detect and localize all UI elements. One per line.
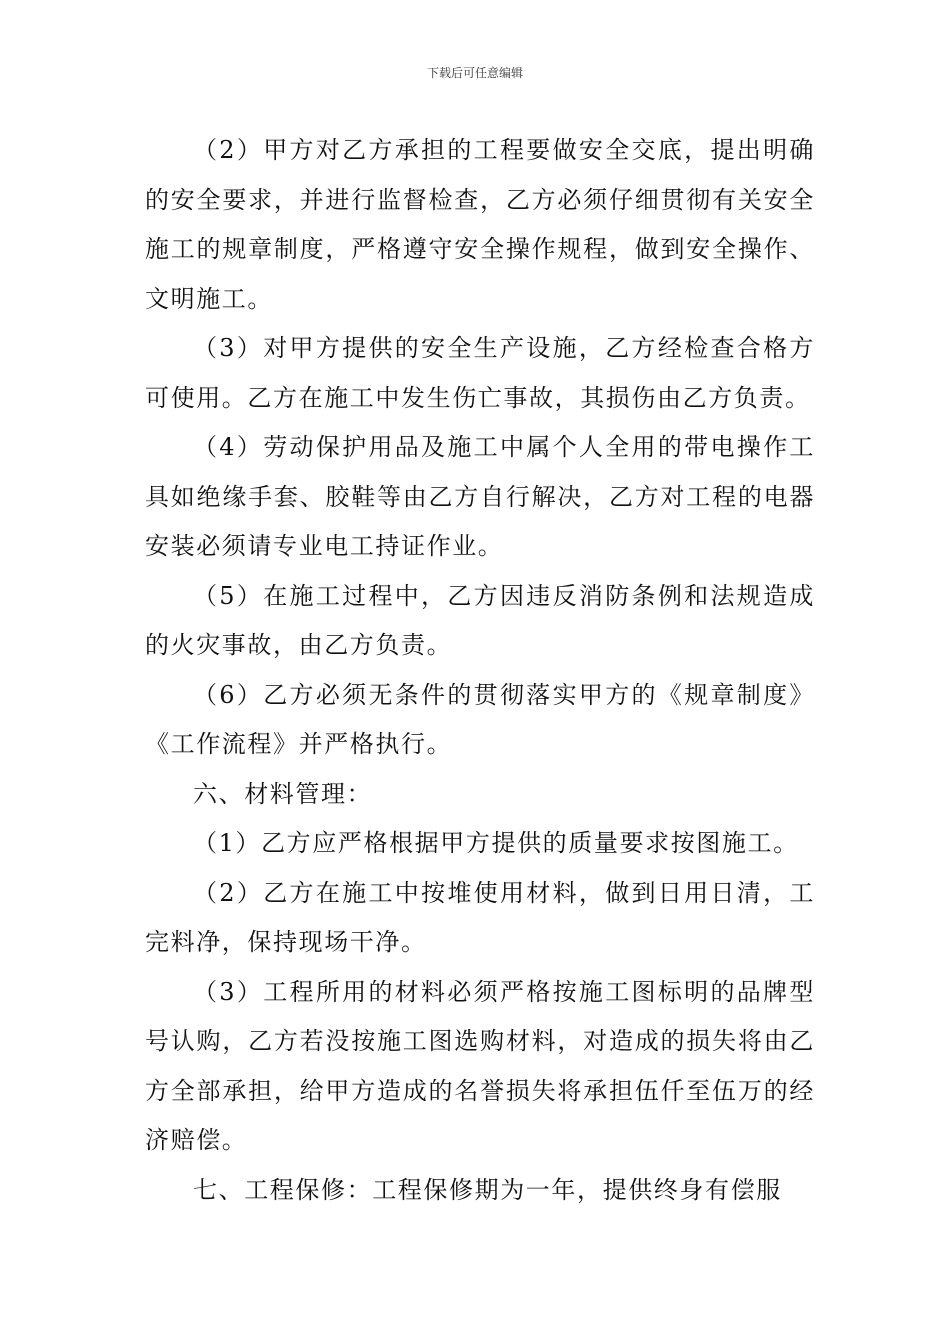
page-header: 下载后可任意编辑 xyxy=(426,66,523,80)
paragraph-material-brands: （3）工程所用的材料必须严格按施工图标明的品牌型号认购，乙方若没按施工图选购材料，对造成的损失将由乙方全部承担，给甲方造成的名誉损失将承担伍仟至伍万的经济赔偿。 xyxy=(145,977,815,1154)
section-heading-warranty: 七、工程保修：工程保修期为一年，提供终身有偿服 xyxy=(193,1175,782,1204)
paragraph-quality-requirements: （1）乙方应严格根据甲方提供的质量要求按图施工。 xyxy=(193,829,799,857)
paragraph-fire-safety: （5）在施工过程中，乙方因违反消防条例和法规造成的火灾事故，由乙方负责。 xyxy=(145,581,815,659)
paragraph-protective-equipment: （4）劳动保护用品及施工中属个人全用的带电操作工具如绝缘手套、胶鞋等由乙方自行解决，乙方对工程的电器安装必须请专业电工持证作业。 xyxy=(145,433,815,560)
document-body xyxy=(145,126,815,1215)
paragraph-site-cleanliness: （2）乙方在施工中按堆使用材料，做到日用日清，工完料净，保持现场干净。 xyxy=(145,878,815,956)
section-heading-materials: 六、材料管理： xyxy=(193,779,373,808)
paragraph-rules-compliance: （6）乙方必须无条件的贯彻落实甲方的《规章制度》《工作流程》并严格执行。 xyxy=(145,680,815,758)
paragraph-safety-briefing: （2）甲方对乙方承担的工程要做安全交底，提出明确的安全要求，并进行监督检查，乙方必须仔细贯彻有关安全施工的规章制度，严格遵守安全操作规程，做到安全操作、文明施工。 xyxy=(145,136,815,313)
paragraph-safety-facilities: （3）对甲方提供的安全生产设施，乙方经检查合格方可使用。乙方在施工中发生伤亡事故，其损伤由乙方负责。 xyxy=(145,334,815,412)
